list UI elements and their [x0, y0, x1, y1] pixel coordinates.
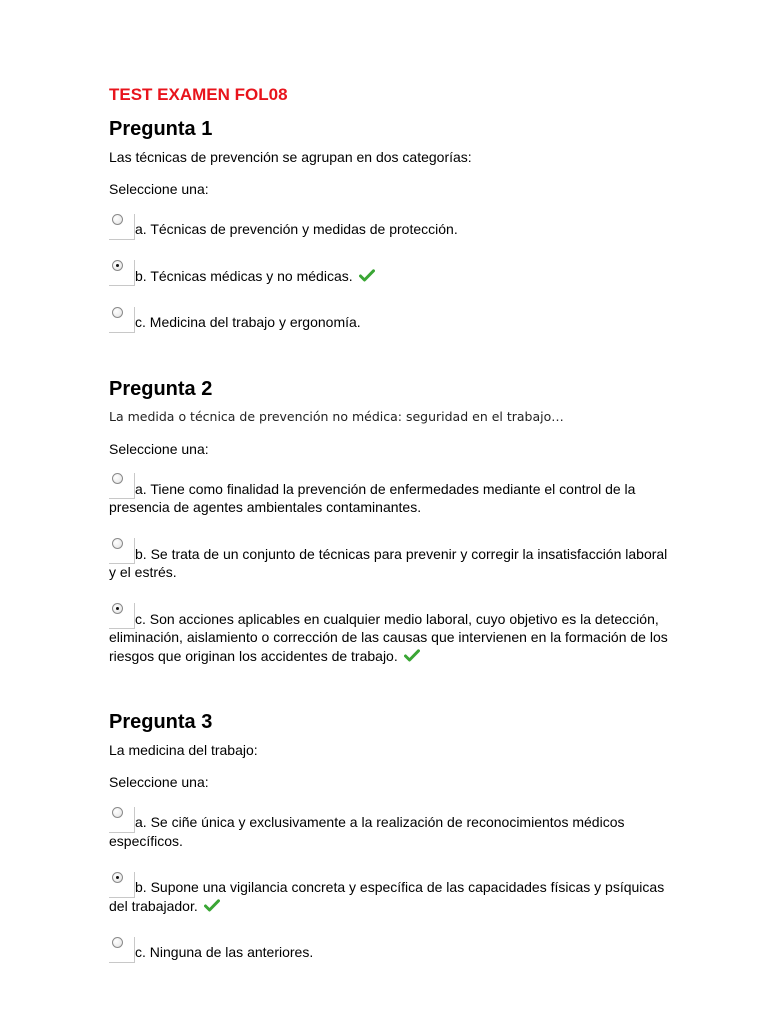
- answer-option-a[interactable]: [109, 212, 669, 239]
- quiz-document: [109, 84, 669, 982]
- checkmark-icon: [204, 899, 220, 912]
- answer-option-b[interactable]: [109, 870, 669, 915]
- question-1: [109, 116, 669, 332]
- radio-checked-icon[interactable]: [109, 879, 135, 897]
- select-one-prompt: Seleccione una:: [109, 774, 209, 790]
- radio-unchecked-icon[interactable]: [109, 480, 135, 498]
- answer-option-c[interactable]: [109, 602, 669, 666]
- answer-option-a[interactable]: [109, 805, 669, 850]
- document-title: TEST EXAMEN FOL08: [109, 85, 288, 104]
- answer-option-label: c. Son acciones aplicables en cualquier medio laboral, cuyo objetivo es la detección, eliminación, aislamiento o corrección de las causas que intervienen en la formación de los riesgos que originan los accidentes de trabajo.: [109, 610, 668, 664]
- radio-unchecked-icon[interactable]: [109, 545, 135, 563]
- question-text: La medida o técnica de prevención no médica: seguridad en el trabajo…: [109, 408, 564, 424]
- answer-option-label: a. Se ciñe única y exclusivamente a la realización de reconocimientos médicos específicos.: [109, 814, 625, 849]
- checkmark-icon: [404, 649, 420, 662]
- answer-option-label: c. Ninguna de las anteriores.: [135, 944, 314, 960]
- answer-option-b[interactable]: [109, 537, 669, 582]
- question-heading: Pregunta 3: [109, 711, 213, 733]
- question-2: [109, 376, 669, 666]
- radio-unchecked-icon[interactable]: [109, 314, 135, 332]
- answer-option-label: b. Técnicas médicas y no médicas.: [135, 267, 353, 284]
- question-heading: Pregunta 2: [109, 377, 213, 400]
- answer-options: [109, 472, 669, 666]
- radio-unchecked-icon[interactable]: [109, 814, 135, 832]
- checkmark-icon: [359, 269, 375, 282]
- question-heading: Pregunta 1: [109, 118, 213, 140]
- answer-option-b[interactable]: [109, 259, 669, 286]
- question-text: La medicina del trabajo:: [109, 742, 258, 758]
- answer-options: [109, 805, 669, 962]
- radio-checked-icon[interactable]: [109, 267, 135, 285]
- answer-option-label: b. Supone una vigilancia concreta y específica de las capacidades físicas y psíquicas del trabajador.: [109, 879, 665, 914]
- answer-option-a[interactable]: [109, 472, 669, 517]
- answer-options: [109, 212, 669, 332]
- select-one-prompt: Seleccione una:: [109, 440, 209, 457]
- question-text: Las técnicas de prevención se agrupan en dos categorías:: [109, 149, 472, 165]
- radio-unchecked-icon[interactable]: [109, 221, 135, 239]
- radio-checked-icon[interactable]: [109, 610, 135, 628]
- answer-option-c[interactable]: [109, 305, 669, 332]
- answer-option-label: c. Medicina del trabajo y ergonomía.: [135, 314, 361, 330]
- radio-unchecked-icon[interactable]: [109, 944, 135, 962]
- select-one-prompt: Seleccione una:: [109, 181, 209, 197]
- answer-option-label: b. Se trata de un conjunto de técnicas para prevenir y corregir la insatisfacción laboral y el estrés.: [109, 545, 668, 580]
- answer-option-label: a. Técnicas de prevención y medidas de protección.: [135, 221, 458, 237]
- question-3: [109, 709, 669, 962]
- answer-option-c[interactable]: [109, 935, 669, 962]
- answer-option-label: a. Tiene como finalidad la prevención de enfermedades mediante el control de la presencia de agentes ambientales contaminantes.: [109, 480, 636, 515]
